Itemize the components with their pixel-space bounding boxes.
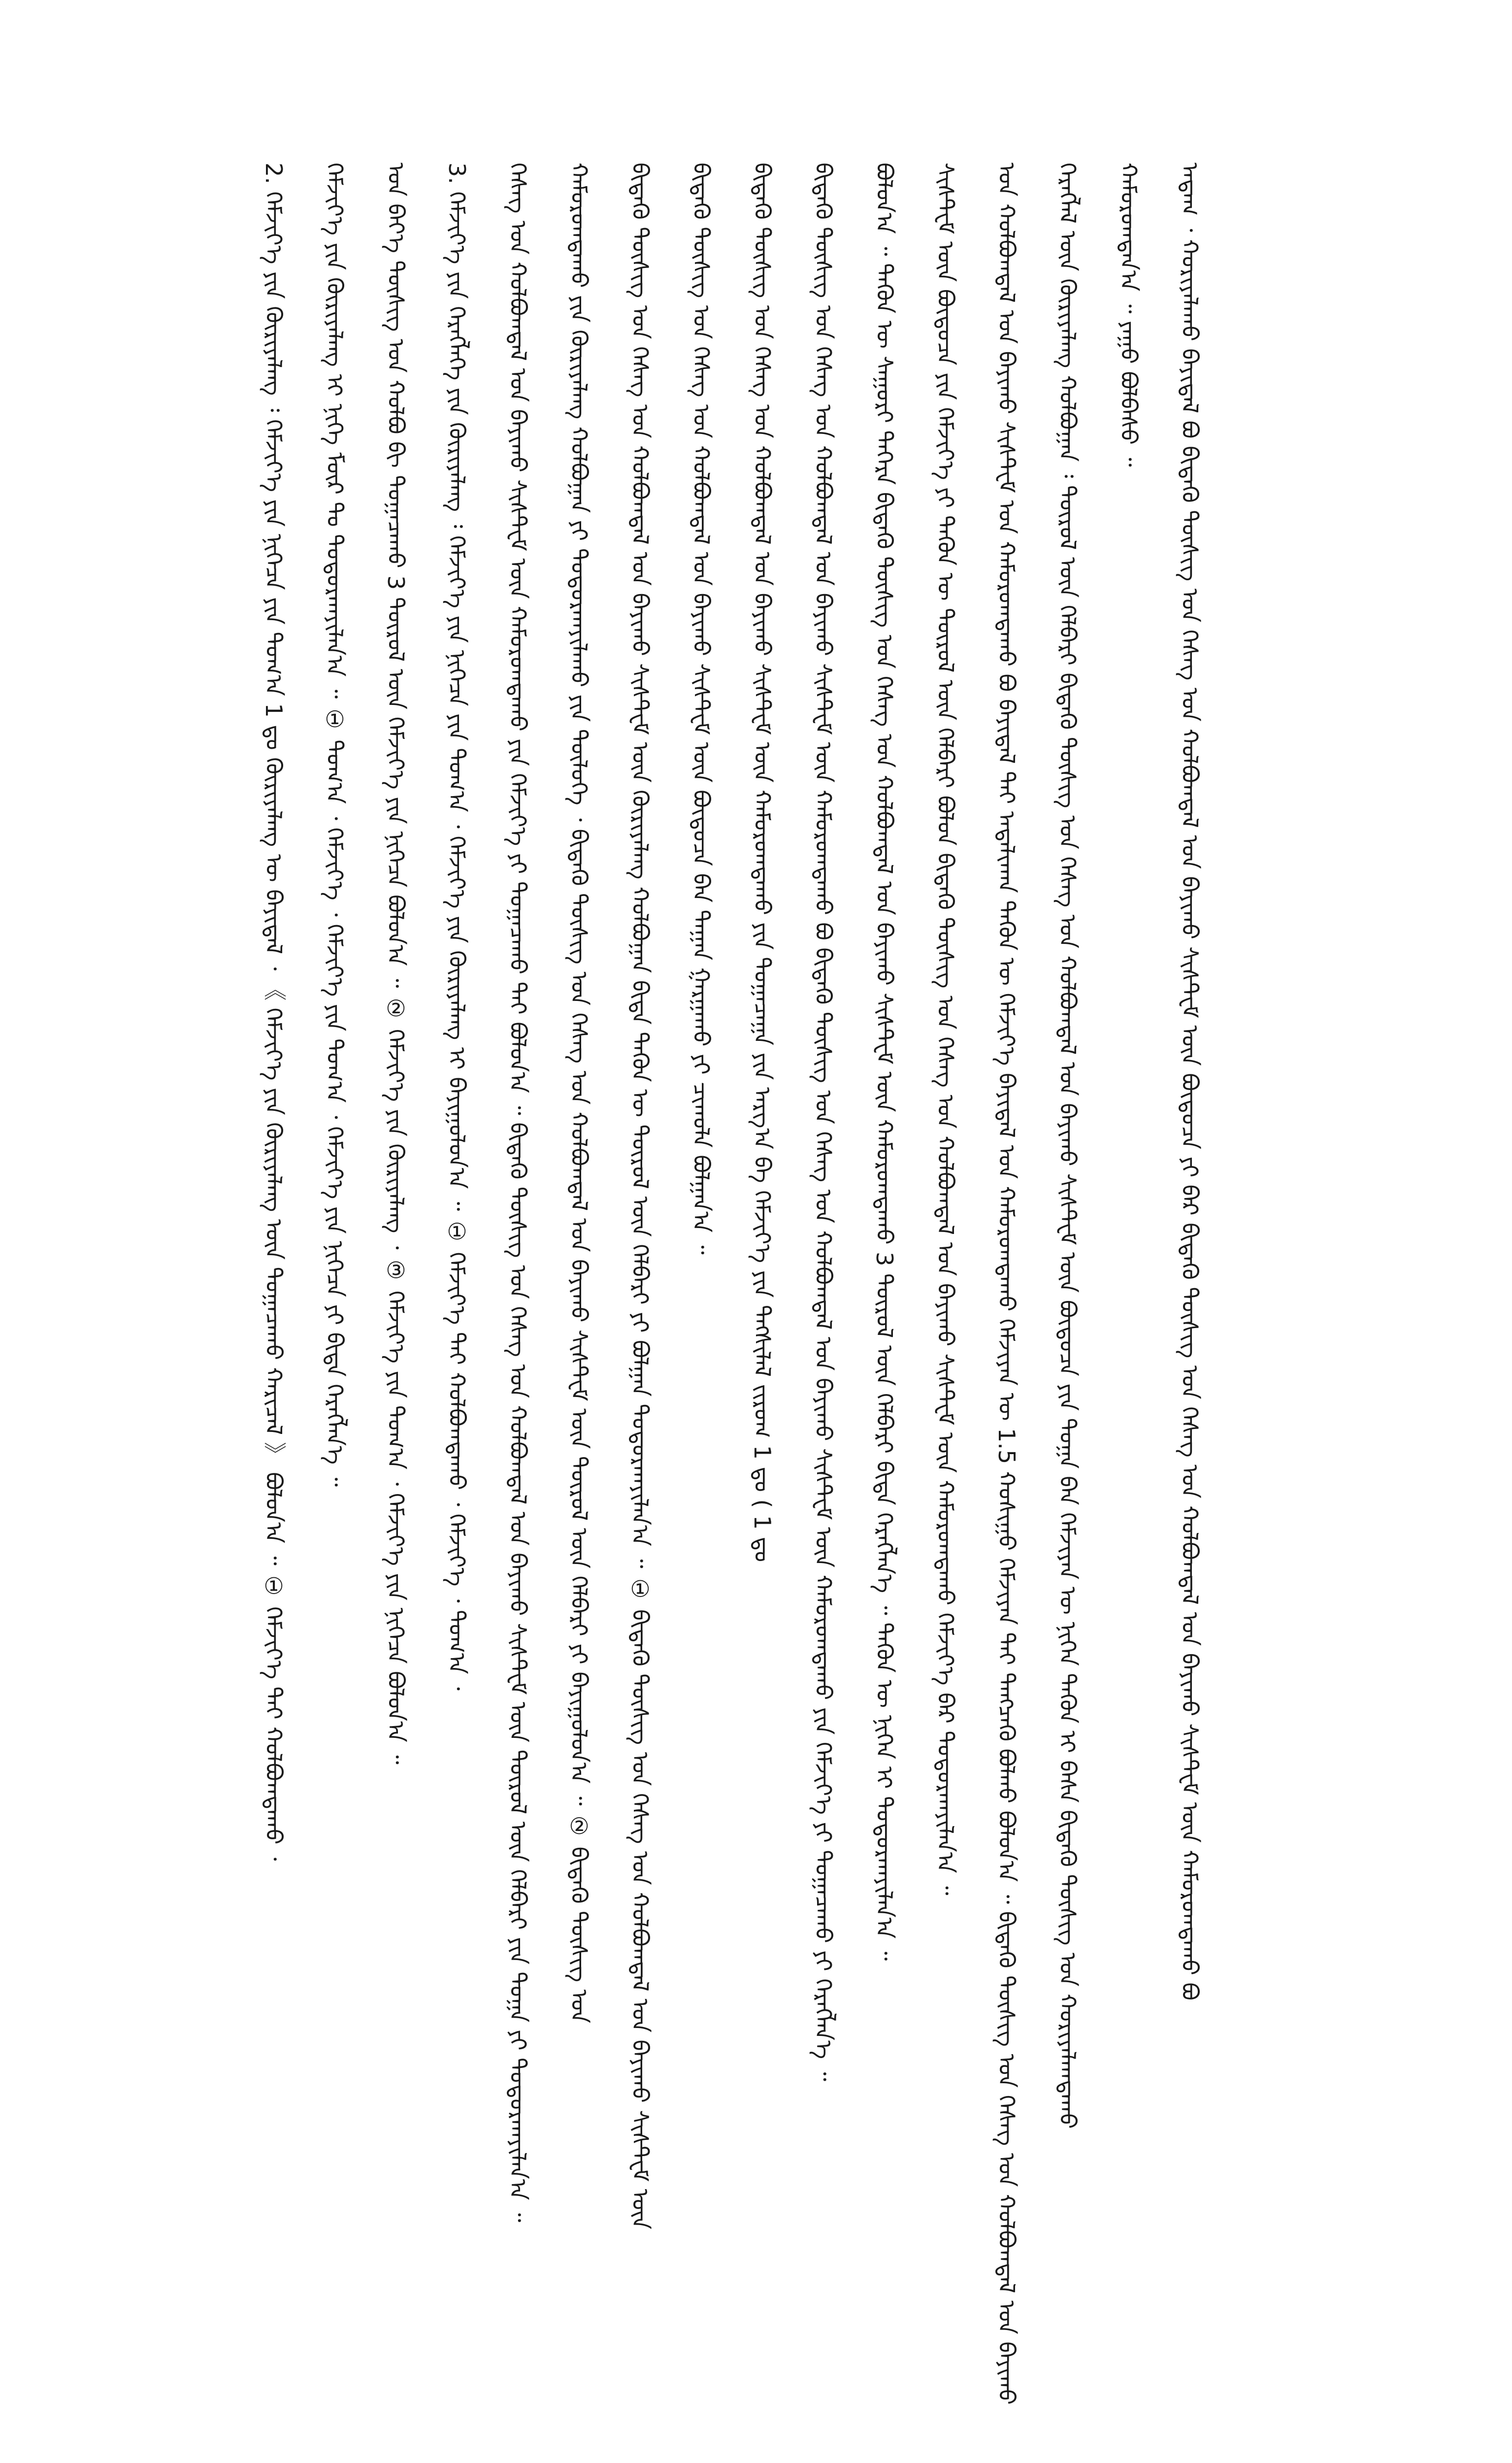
text-column: [867, 163, 902, 2463]
text-column-content: ᠬᠡᠮᠵᠢᠶ᠎ᠡ ᠶᠢᠨ ᠬᠦᠷᠢᠶᠡᠯᠡᠩ ᠢ ᠨᠢᠭᠡ ᠮᠥᠷ ᠲᠤ ᠲᠣᠳᠣᠷᠬᠠᠶᠢᠯᠠᠨ᠎ᠠ ᠃ ① ᠲᠣᠭ᠎ᠠ ᠂ ᠬᠡᠮᠵᠢᠶ᠎ᠡ ᠂ ᠬᠡᠮᠵᠢᠶ᠎ᠡ ᠶᠢᠨ ᠲᠣᠭ᠎ᠠ ᠂ ᠬᠡᠮᠵᠢᠶ᠎ᠡ ᠶᠢᠨ ᠨᠢᠭᠡᠴᠡ ᠶᠢ ᠪᠢᠳᠡ ᠬᠡᠷᠡᠭᠯᠡᠨ᠎ᠡ ᠃: [322, 163, 348, 1487]
text-column: [684, 163, 719, 2463]
text-column-content: ᠤᠨ ᠬᠣᠯᠪᠣᠭᠳᠠᠯ ᠤᠨ ᠪᠠᠶᠢᠬᠤ ᠰᠢᠰᠲ᠋ᠧᠮ ᠤᠨ ᠬᠠᠮᠤᠷᠤᠭᠳᠠᠬᠤ ᠪᠣ ᠪᠠᠶᠢᠳᠠᠯ ᠲᠠᠢ ᠠᠳᠠᠯᠢᠬᠠᠨ ᠲᠡᠭᠦᠨ ᠦ ᠬᠡᠮᠵᠢᠶ᠎ᠡ ᠪᠠᠶᠢᠳᠠᠯ ᠤᠨ ᠬᠠᠮᠤᠷᠤᠭᠳᠠᠬᠤ ᠬᠡᠮᠵᠢᠶᠡᠨ ᠦ 1.5 ᠬᠣᠰᠢᠭᠤ ᠬᠡᠮᠵᠢᠶᠡᠨ ᠲᠠᠢ ᠲᠡᠩᠴᠡᠬᠦ ᠪᠣᠯᠬᠤ ᠪᠣᠯᠤᠨ᠎ᠠ ᠃ ᠪᠢᠲᠡᠭᠦ ᠲᠦᠰᠢᠭ ᠤᠨ ᠬᠡᠰᠡᠭ ᠤᠨ ᠬᠣᠯᠪᠣᠭᠳᠠᠯ ᠤᠨ ᠪᠠᠶᠢᠬᠤ: [993, 163, 1020, 2405]
text-column-content: ᠰᠢᠰᠲ᠋ᠧᠮ ᠦᠨ ᠪᠦᠲᠦᠴᠡ ᠶᠢᠨ ᠬᠡᠮᠵᠢᠶ᠎ᠡ ᠶᠢ ᠲᠡᠭᠦᠨ ᠦ ᠲᠥᠷᠥᠯ ᠦᠨ ᠬᠡᠯᠪᠡᠷᠢ ᠪᠣᠯᠤᠨ ᠪᠢᠲᠡᠭᠦ ᠲᠦᠰᠢᠭ ᠤᠨ ᠬᠡᠰᠡᠭ ᠤᠨ ᠬᠣᠯᠪᠣᠭᠳᠠᠯ ᠤᠨ ᠪᠠᠶᠢᠬᠤ ᠰᠢᠰᠲ᠋ᠧᠮ ᠦᠨ ᠬᠠᠮᠤᠷᠤᠭᠳᠠᠬᠤ ᠬᠡᠮᠵᠢᠶ᠎ᠡ ᠪᠡᠷ ᠲᠣᠳᠣᠷᠬᠠᠶᠢᠯᠠᠨ᠎ᠠ ᠃: [932, 163, 959, 1896]
text-column-content: ᠬᠠᠮᠤᠷᠤᠭᠳᠠᠨ᠎ᠠ ᠃ ᠶᠠᠭᠤ ᠪᠣᠯᠪᠠᠰᠤ ᠃: [1116, 163, 1142, 467]
text-column: [806, 163, 841, 2463]
text-column-content: ᠪᠢᠲᠡᠭᠦ ᠲᠦᠰᠢᠭ ᠤᠨ ᠬᠡᠰᠡᠭ ᠤᠨ ᠬᠣᠯᠪᠣᠭᠳᠠᠯ ᠤᠨ ᠪᠠᠶᠢᠬᠤ ᠰᠢᠰᠲ᠋ᠧᠮ ᠦᠨ ᠬᠠᠮᠤᠷᠤᠭᠳᠠᠬᠤ ᠪᠣ ᠪᠢᠲᠡᠭᠦ ᠲᠦᠰᠢᠭ ᠤᠨ ᠬᠡᠰᠡᠭ ᠤᠨ ᠬᠣᠯᠪᠣᠭᠳᠠᠯ ᠤᠨ ᠪᠠᠶᠢᠬᠤ ᠰᠢᠰᠲ᠋ᠧᠮ ᠦᠨ ᠬᠠᠮᠤᠷᠤᠭᠳᠠᠬᠤ ᠶᠢᠨ ᠬᠡᠮᠵᠢᠶ᠎ᠡ ᠶᠢ ᠲᠣᠭᠠᠴᠠᠬᠤ ᠶᠢ ᠬᠡᠷᠡᠭᠯᠡᠨ᠎ᠡ ᠃: [810, 163, 837, 2081]
text-column: [989, 163, 1024, 2463]
text-column: [1111, 163, 1147, 2463]
text-column-content: ᠤᠨ ᠪᠡᠶ᠎ᠡ ᠲᠦᠰᠢᠭ ᠤᠨ ᠬᠣᠯᠪᠣ ᠪᠢ ᠲᠣᠭᠠᠴᠠᠬᠤ 3 ᠲᠥᠷᠥᠯ ᠦᠨ ᠬᠡᠮᠵᠢᠶ᠎ᠡ ᠶᠢᠨ ᠨᠢᠭᠡᠴᠡ ᠪᠣᠯᠤᠨ᠎ᠠ ᠃ ② ᠬᠡᠮᠵᠢᠶ᠎ᠡ ᠶᠢᠨ ᠬᠦᠷᠢᠶᠡᠯᠡᠩ ᠂ ③ ᠬᠡᠮᠵᠢᠶ᠎ᠡ ᠶᠢᠨ ᠲᠣᠭ᠎ᠠ ᠂ ᠬᠡᠮᠵᠢᠶ᠎ᠡ ᠶᠢᠨ ᠨᠢᠭᠡᠴᠡ ᠪᠣᠯᠤᠨ᠎ᠠ ᠃: [383, 163, 409, 1764]
text-column: [745, 163, 780, 2463]
text-column: [317, 163, 353, 2463]
text-column-content: ᠪᠢᠲᠡᠭᠦ ᠲᠦᠰᠢᠭ ᠤᠨ ᠬᠡᠰᠡᠭ ᠤᠨ ᠬᠣᠯᠪᠣᠭᠳᠠᠯ ᠤᠨ ᠪᠠᠶᠢᠬᠤ ᠰᠢᠰᠲ᠋ᠧᠮ ᠦᠨ ᠬᠠᠮᠤᠷᠤᠭᠳᠠᠬᠤ ᠶᠢᠨ ᠲᠣᠭᠠᠴᠠᠭᠠ ᠶᠢᠨ ᠠᠷᠭ᠎ᠠ ᠪᠠ ᠬᠡᠮᠵᠢᠶ᠎ᠡ ᠶᠢᠨ ᠲᠡᠭᠰᠢᠯᠡᠯ ᠵᠢᠷᠤᠭ 1 ᠳᠤ ( 1 ᠳᠤ: [749, 163, 776, 1563]
text-column: [500, 163, 536, 2463]
text-column-content: 2. ᠬᠡᠮᠵᠢᠶ᠎ᠡ ᠶᠢᠨ ᠬᠦᠷᠢᠶᠡᠯᠡᠩ ᠄ ᠬᠡᠮᠵᠢᠶ᠎ᠡ ᠶᠢᠨ ᠨᠢᠭᠡᠴᠡ ᠶᠢᠨ ᠲᠣᠭ᠎ᠠ 1 ᠳᠤ ᠬᠦᠷᠢᠶᠡᠯᠡᠩ ᠦ ᠪᠠᠶᠢᠳᠠᠯ ᠂ 《 ᠬᠡᠮᠵᠢᠶ᠎ᠡ ᠶᠢᠨ ᠬᠦᠷᠢᠶᠡᠯᠡᠩ ᠦᠨ ᠲᠣᠭᠠᠴᠠᠬᠤ ᠬᠠᠷᠢᠴᠠᠯ 》 ᠪᠣᠯᠤᠨ᠎ᠠ ᠃ ① ᠬᠡᠮᠵᠢᠶ᠎ᠡ ᠲᠠᠢ ᠬᠣᠯᠪᠣᠭᠳᠠᠬᠤ ᠂: [261, 163, 287, 1861]
text-column-content: ᠬᠡᠷᠡᠭᠯᠡᠯ ᠦᠨ ᠬᠦᠷᠢᠶᠡᠯᠡᠩ ᠬᠣᠯᠪᠣᠭᠠᠨ ᠄ ᠲᠦᠷᠦᠯ ᠦᠨ ᠬᠡᠯᠪᠡᠷᠢ ᠪᠢᠲᠡᠭᠦ ᠲᠦᠰᠢᠭ ᠤᠨ ᠬᠡᠰᠡᠭ ᠤᠨ ᠬᠣᠯᠪᠣᠭᠳᠠᠯ ᠤᠨ ᠪᠠᠶᠢᠬᠤ ᠰᠢᠰᠲ᠋ᠧᠮ ᠦᠨ ᠪᠦᠲᠦᠴᠡ ᠶᠢᠨ ᠲᠣᠭᠠ ᠪᠠᠨ ᠬᠡᠮᠵᠢᠶᠡᠨ ᠦ ᠨᠢᠭᠡᠨ ᠲᠡᠭᠦᠨ ᠢ ᠪᠠᠰᠠ ᠪᠢᠲᠡᠭᠦ ᠲᠦᠰᠢᠭ ᠤᠨ ᠬᠣᠷᠢᠶᠠᠯᠠᠭᠳᠠᠬᠤ: [1054, 163, 1081, 2129]
text-column-content: ᠪᠢᠲᠡᠭᠦ ᠲᠦᠰᠢᠭ ᠤᠨ ᠬᠡᠰᠡᠭ ᠤᠨ ᠬᠣᠯᠪᠣᠭᠳᠠᠯ ᠤᠨ ᠪᠠᠶᠢᠬᠤ ᠰᠢᠰᠲ᠋ᠧᠮ ᠦᠨ ᠪᠦᠲᠦᠴᠡ ᠪᠠᠨ ᠲᠠᠭᠠᠨ ᠭᠠᠷᠭᠠᠬᠤ ᠶᠢ ᠴᠢᠬᠤᠯᠠ ᠪᠣᠯᠭᠠᠨ᠎ᠠ ᠃: [688, 163, 715, 1255]
text-column: [378, 163, 414, 2463]
text-column: [439, 163, 475, 2463]
text-column: [928, 163, 963, 2463]
text-column-content: ᠠᠳᠠᠭ ᠂ ᠬᠣᠷᠢᠶᠠᠯᠠᠬᠤ ᠪᠠᠶᠢᠳᠠᠯ ᠪᠣ ᠪᠢᠲᠡᠭᠦ ᠲᠦᠰᠢᠭ ᠤᠨ ᠬᠡᠰᠡᠭ ᠤᠨ ᠬᠣᠯᠪᠣᠭᠳᠠᠯ ᠤᠨ ᠪᠠᠶᠢᠬᠤ ᠰᠢᠰᠲ᠋ᠧᠮ ᠦᠨ ᠪᠦᠲᠦᠴᠡ ᠶᠢ ᠪᠡᠷ ᠪᠢᠲᠡᠭᠦ ᠲᠦᠰᠢᠭ ᠤᠨ ᠬᠡᠰᠡᠭ ᠤᠨ ᠬᠣᠯᠪᠣᠭᠳᠠᠯ ᠤᠨ ᠪᠠᠶᠢᠬᠤ ᠰᠢᠰᠲ᠋ᠧᠮ ᠦᠨ ᠬᠠᠮᠤᠷᠤᠭᠳᠠᠬᠤ ᠪᠣ: [1177, 163, 1203, 2001]
text-column: [1172, 163, 1208, 2463]
text-column: [623, 163, 658, 2463]
text-column-content: ᠪᠢᠲᠡᠭᠦ ᠲᠦᠰᠢᠭ ᠤᠨ ᠬᠡᠰᠡᠭ ᠤᠨ ᠬᠣᠯᠪᠣᠭᠳᠠᠯ ᠤᠨ ᠪᠠᠶᠢᠬᠤ ᠰᠢᠰᠲ᠋ᠧᠮ ᠦᠨ ᠬᠦᠷᠢᠶᠡᠯᠡᠩ ᠬᠣᠯᠪᠣᠭᠠᠨ ᠪᠢᠳᠡ ᠲᠡᠭᠦᠨ ᠦ ᠲᠦᠷᠦᠯ ᠦᠨ ᠬᠡᠯᠪᠡᠷᠢ ᠶᠢ ᠪᠣᠯᠭᠠᠨ ᠲᠣᠳᠣᠷᠬᠠᠶᠢᠯᠠᠨ᠎ᠠ ᠃ ① ᠪᠢᠲᠡᠭᠦ ᠲᠦᠰᠢᠭ ᠤᠨ ᠬᠡᠰᠡᠭ ᠤᠨ ᠬᠣᠯᠪᠣᠭᠳᠠᠯ ᠤᠨ ᠪᠠᠶᠢᠬᠤ ᠰᠢᠰᠲ᠋ᠧᠮ ᠦᠨ: [627, 163, 654, 2230]
text-column: [561, 163, 597, 2463]
text-column-content: ᠬᠠᠮᠤᠷᠤᠭᠳᠠᠬᠤ ᠶᠢᠨ ᠬᠦᠷᠢᠶᠡᠯᠡᠩ ᠬᠣᠯᠪᠣᠭᠠᠨ ᠶᠢ ᠲᠣᠳᠣᠷᠬᠠᠶᠢᠯᠠᠬᠤ ᠶᠢᠨ ᠲᠥᠯᠥᠭᠡ ᠂ ᠪᠢᠲᠡᠭᠦ ᠲᠦᠰᠢᠭ ᠤᠨ ᠬᠡᠰᠡᠭ ᠤᠨ ᠬᠣᠯᠪᠣᠭᠳᠠᠯ ᠤᠨ ᠪᠠᠶᠢᠬᠤ ᠰᠢᠰᠲ᠋ᠧᠮ ᠦᠨ ᠲᠦᠷᠦᠯ ᠦᠨ ᠬᠡᠯᠪᠡᠷᠢ ᠶᠢ ᠪᠠᠶᠢᠭᠤᠯᠤᠨ᠎ᠠ ᠃ ② ᠪᠢᠲᠡᠭᠦ ᠲᠦᠰᠢᠭ ᠤᠨ: [566, 163, 592, 2024]
text-column-content: ᠬᠡᠰᠡᠭ ᠤᠨ ᠬᠣᠯᠪᠣᠭᠳᠠᠯ ᠤᠨ ᠪᠠᠶᠢᠬᠤ ᠰᠢᠰᠲ᠋ᠧᠮ ᠦᠨ ᠬᠠᠮᠤᠷᠤᠭᠳᠠᠬᠤ ᠶᠢᠨ ᠬᠡᠮᠵᠢᠶ᠎ᠡ ᠶᠢ ᠲᠣᠭᠠᠴᠠᠬᠤ ᠲᠠᠢ ᠪᠣᠯᠤᠨ᠎ᠠ ᠃ ᠪᠢᠲᠡᠭᠦ ᠲᠦᠰᠢᠭ ᠤᠨ ᠬᠡᠰᠡᠭ ᠤᠨ ᠬᠣᠯᠪᠣᠭᠳᠠᠯ ᠤᠨ ᠪᠠᠶᠢᠬᠤ ᠰᠢᠰᠲ᠋ᠧᠮ ᠦᠨ ᠲᠦᠷᠦᠯ ᠦᠨ ᠬᠡᠯᠪᠡᠷᠢ ᠶᠢᠨ ᠲᠣᠭᠠ ᠶᠢ ᠲᠣᠳᠣᠷᠬᠠᠶᠢᠯᠠᠨ᠎ᠠ ᠃: [505, 163, 531, 2223]
text-column: [1050, 163, 1085, 2463]
text-column: [256, 163, 292, 2463]
text-column-content: 3. ᠬᠡᠮᠵᠢᠶ᠎ᠡ ᠶᠢᠨ ᠬᠡᠷᠡᠭᠯᠡᠭᠡ ᠶᠢᠨ ᠬᠦᠷᠢᠶᠡᠯᠡᠩ ᠄ ᠬᠡᠮᠵᠢᠶ᠎ᠡ ᠶᠢᠨ ᠨᠢᠭᠡᠴᠡ ᠶᠢᠨ ᠲᠣᠭ᠎ᠠ ᠂ ᠬᠡᠮᠵᠢᠶ᠎ᠡ ᠶᠢᠨ ᠬᠦᠷᠢᠶᠡᠯᠡᠩ ᠢ ᠪᠠᠶᠢᠭᠤᠯᠤᠨ᠎ᠠ ᠃ ① ᠬᠡᠮᠵᠢᠶ᠎ᠡ ᠲᠠᠢ ᠬᠣᠯᠪᠣᠭᠳᠠᠬᠤ ᠂ ᠬᠡᠮᠵᠢᠶ᠎ᠡ ᠂ ᠲᠣᠭ᠎ᠠ ᠂: [444, 163, 470, 1691]
text-column-content: ᠪᠣᠯᠤᠨ᠎ᠠ ᠃ ᠲᠡᠭᠦᠨ ᠦ ᠰᠠᠭᠤᠷᠢ ᠳᠡᠭᠡᠷᠡ ᠪᠢᠲᠡᠭᠦ ᠲᠦᠰᠢᠭ ᠤᠨ ᠬᠡᠰᠡᠭ ᠤᠨ ᠬᠣᠯᠪᠣᠭᠳᠠᠯ ᠤᠨ ᠪᠠᠶᠢᠬᠤ ᠰᠢᠰᠲ᠋ᠧᠮ ᠦᠨ ᠬᠠᠮᠤᠷᠤᠭᠳᠠᠬᠤ 3 ᠲᠥᠷᠥᠯ ᠦᠨ ᠬᠡᠯᠪᠡᠷᠢ ᠪᠢᠳᠡ ᠬᠡᠷᠡᠭᠯᠡᠨ᠎ᠡ ᠃ ᠲᠡᠭᠦᠨ ᠦ ᠨᠢᠭᠡᠨ ᠢ ᠲᠣᠳᠣᠷᠬᠠᠶᠢᠯᠠᠨ᠎ᠠ ᠃: [871, 163, 898, 1961]
